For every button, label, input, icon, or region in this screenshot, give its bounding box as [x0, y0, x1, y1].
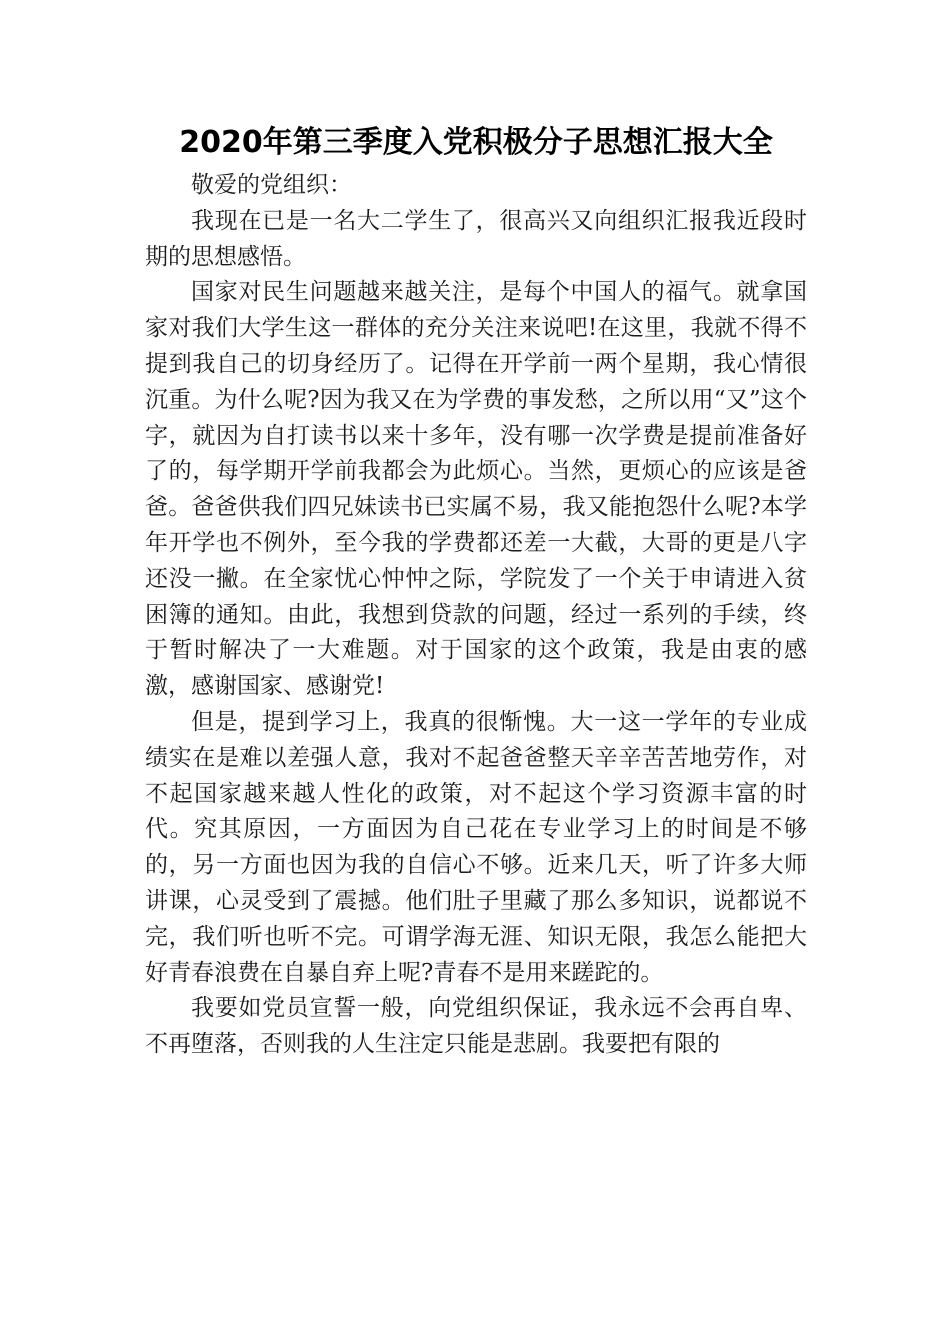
document-title: 2020年第三季度入党积极分子思想汇报大全	[179, 125, 773, 160]
document-page	[145, 118, 807, 1063]
document-body	[145, 168, 807, 1063]
salutation: 敬爱的党组织：	[191, 172, 352, 198]
paragraph: 我要如党员宣誓一般，向党组织保证，我永远不会再自卑、不再堕落，否则我的人生注定只能是悲剧。我要把有限的	[145, 995, 807, 1058]
paragraph: 我现在已是一名大二学生了，很高兴又向组织汇报我近段时期的思想感悟。	[145, 207, 807, 270]
paragraph: 但是，提到学习上，我真的很惭愧。大一这一学年的专业成绩实在是难以差强人意，我对不起爸爸整天辛辛苦苦地劳作，对不起国家越来越人性化的政策，对不起这个学习资源丰富的时代。究其原因，一方面因为自己花在专业学习上的时间是不够的，另一方面也因为我的自信心不够。近来几天，听了许多大师讲课，心灵受到了震撼。他们肚子里藏了那么多知识，说都说不完，我们听也听不完。可谓学海无涯、知识无限，我怎么能把大好青春浪费在自暴自弃上呢?青春不是用来蹉跎的。	[145, 708, 807, 986]
paragraph: 国家对民生问题越来越关注，是每个中国人的福气。就拿国家对我们大学生这一群体的充分关注来说吧!在这里，我就不得不提到我自己的切身经历了。记得在开学前一两个星期，我心情很沉重。为什么呢?因为我又在为学费的事发愁，之所以用“又”这个字，就因为自打读书以来十多年，没有哪一次学费是提前准备好了的，每学期开学前我都会为此烦心。当然，更烦心的应该是爸爸。爸爸供我们四兄妹读书已实属不易，我又能抱怨什么呢?本学年开学也不例外，至今我的学费都还差一大截，大哥的更是八字还没一撇。在全家忧心忡忡之际，学院发了一个关于申请进入贫困簿的通知。由此，我想到贷款的问题，经过一系列的手续，终于暂时解决了一大难题。对于国家的这个政策，我是由衷的感激，感谢国家、感谢党!	[145, 279, 807, 700]
